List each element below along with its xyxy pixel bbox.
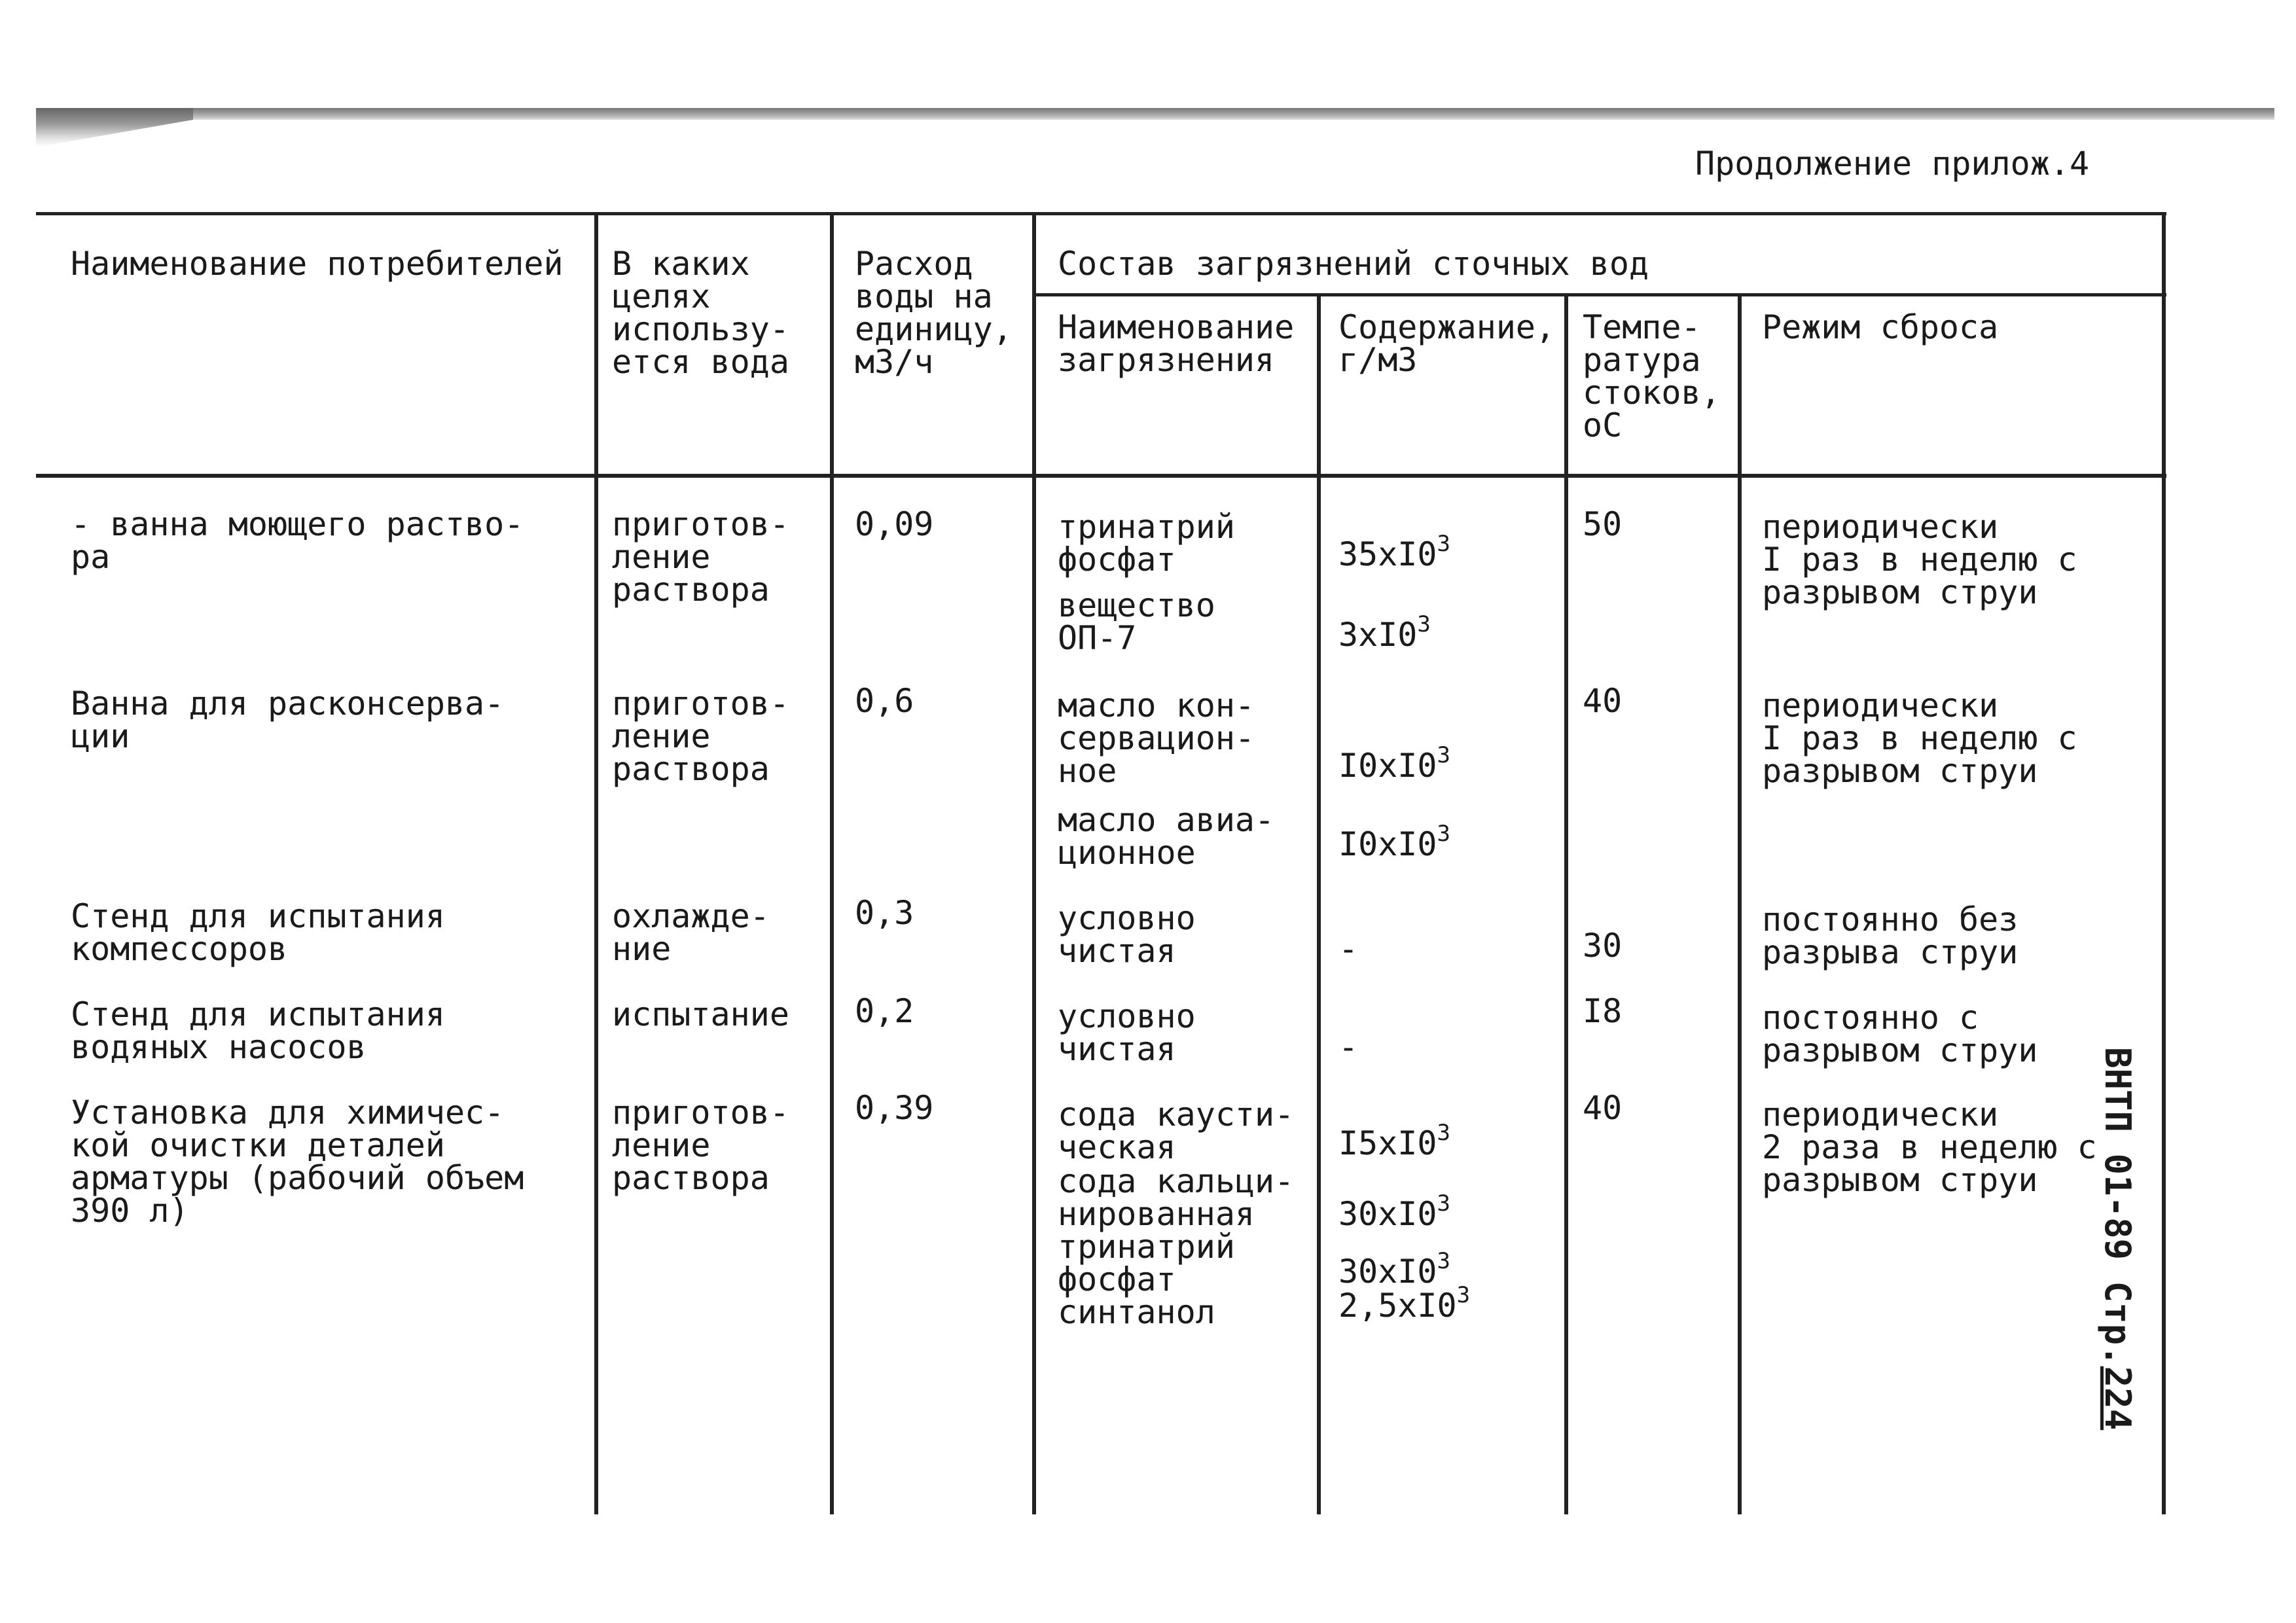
table-right-border bbox=[2162, 212, 2166, 1514]
content-exponent: 3 bbox=[1437, 1190, 1450, 1217]
table-cell-purpose: охлажде- ние bbox=[612, 897, 770, 968]
table-cell-pollutant: условно чистая bbox=[1058, 997, 1196, 1068]
table-cell-content bbox=[1338, 531, 1450, 573]
content-exponent: 3 bbox=[1417, 611, 1431, 637]
content-value: 2,5xI0 bbox=[1338, 1287, 1457, 1325]
content-value: I5xI0 bbox=[1338, 1124, 1437, 1162]
table-cell-pollutant: тринатрий фосфат bbox=[1058, 508, 1235, 579]
content-value: I0xI0 bbox=[1338, 747, 1437, 785]
continuation-note: Продолжение прилож.4 bbox=[1695, 145, 2090, 183]
header-discharge: Режим сброса bbox=[1762, 308, 1999, 346]
side-reference-page-label: Стр. bbox=[2097, 1281, 2138, 1366]
side-reference-page-number: 224 bbox=[2097, 1366, 2138, 1431]
table-cell-discharge: периодически I раз в неделю с разрывом струи bbox=[1762, 687, 2077, 790]
header-pollutant: Наименование загрязнения bbox=[1058, 308, 1295, 379]
table-cell-discharge: постоянно без разрыва струи bbox=[1762, 901, 2018, 971]
table-cell-temperature: I8 bbox=[1583, 992, 1623, 1030]
header-content: Содержание, г/м3 bbox=[1338, 308, 1556, 379]
table-cell-pollutant: сода каусти- ческая bbox=[1058, 1096, 1295, 1166]
table-cell-consumer: Ванна для расконсерва- ции bbox=[71, 685, 505, 755]
table-cell-pollutant: масло кон- сервацион- ное bbox=[1058, 687, 1255, 790]
header-flow: Расход воды на единицу, м3/ч bbox=[855, 245, 1013, 381]
table-cell-temperature: 40 bbox=[1583, 682, 1623, 720]
col-divider-5 bbox=[1564, 293, 1568, 1514]
col-divider-3 bbox=[1032, 212, 1036, 1514]
table-top-rule bbox=[36, 212, 2166, 215]
table-cell-discharge: постоянно с разрывом струи bbox=[1762, 999, 2038, 1069]
content-value: 30xI0 bbox=[1338, 1253, 1437, 1291]
table-cell-purpose: испытание bbox=[612, 995, 789, 1033]
content-exponent: 3 bbox=[1437, 742, 1450, 768]
table-cell-flow: 0,39 bbox=[855, 1089, 934, 1127]
table-cell-discharge: периодически 2 раза в неделю с разрывом струи bbox=[1762, 1096, 2097, 1199]
table-cell-flow: 0,6 bbox=[855, 682, 914, 720]
side-reference bbox=[2091, 1047, 2137, 1505]
table-cell-content bbox=[1338, 1120, 1450, 1162]
header-consumer: Наименование потребителей bbox=[71, 245, 564, 283]
table-cell-consumer: - ванна моющего раство- ра bbox=[71, 505, 524, 576]
table-cell-content: - bbox=[1338, 930, 1359, 968]
content-value: 3xI0 bbox=[1338, 616, 1418, 654]
table-cell-content: - bbox=[1338, 1028, 1359, 1066]
col-divider-1 bbox=[594, 212, 598, 1514]
content-exponent: 3 bbox=[1437, 1248, 1450, 1274]
table-cell-flow: 0,3 bbox=[855, 894, 914, 932]
content-exponent: 3 bbox=[1437, 1120, 1450, 1146]
side-reference-doc: ВНТП 01-89 bbox=[2097, 1047, 2138, 1260]
content-value: I0xI0 bbox=[1338, 825, 1437, 863]
table-cell-temperature: 40 bbox=[1583, 1089, 1623, 1127]
table-cell-discharge: периодически I раз в неделю с разрывом струи bbox=[1762, 508, 2077, 611]
table-cell-pollutant: сода кальци- нированная bbox=[1058, 1162, 1295, 1233]
content-exponent: 3 bbox=[1456, 1282, 1471, 1308]
table-cell-purpose: приготов- ление раствора bbox=[612, 505, 789, 609]
table-cell-temperature: 30 bbox=[1583, 927, 1623, 965]
content-exponent: 3 bbox=[1437, 821, 1450, 847]
col-divider-2 bbox=[830, 212, 834, 1514]
header-composition: Состав загрязнений сточных вод bbox=[1058, 245, 1649, 283]
content-value: 35xI0 bbox=[1338, 535, 1437, 573]
table-cell-content bbox=[1338, 611, 1431, 654]
header-bottom-rule bbox=[36, 474, 2166, 478]
table-cell-content bbox=[1338, 1248, 1450, 1291]
table-cell-flow: 0,09 bbox=[855, 505, 934, 543]
table-cell-content bbox=[1338, 1190, 1450, 1233]
table-cell-pollutant: синтанол bbox=[1058, 1293, 1215, 1331]
table-cell-consumer: Стенд для испытания компессоров bbox=[71, 897, 445, 968]
col-divider-4 bbox=[1317, 293, 1321, 1514]
table-cell-purpose: приготов- ление раствора bbox=[612, 685, 789, 788]
table-cell-consumer: Установка для химичес- кой очистки деталей арматуры (рабочий объем 390 л) bbox=[71, 1094, 524, 1230]
table-cell-content bbox=[1338, 742, 1450, 785]
content-exponent: 3 bbox=[1437, 531, 1450, 557]
table-cell-consumer: Стенд для испытания водяных насосов bbox=[71, 995, 445, 1066]
table-cell-purpose: приготов- ление раствора bbox=[612, 1094, 789, 1197]
table-cell-content bbox=[1338, 821, 1450, 863]
scan-top-edge bbox=[36, 108, 2274, 120]
table-cell-content bbox=[1338, 1282, 1471, 1325]
header-purpose: В каких целях использу- ется вода bbox=[612, 245, 789, 381]
table-cell-temperature: 50 bbox=[1583, 505, 1623, 543]
header-temperature: Темпе- ратура стоков, oC bbox=[1583, 308, 1721, 444]
col-divider-6 bbox=[1738, 293, 1742, 1514]
table-cell-pollutant: масло авиа- ционное bbox=[1058, 801, 1275, 872]
content-value: 30xI0 bbox=[1338, 1195, 1437, 1233]
table-cell-pollutant: тринатрий фосфат bbox=[1058, 1228, 1235, 1298]
subheader-rule bbox=[1034, 293, 2166, 296]
table-cell-pollutant: вещество ОП-7 bbox=[1058, 586, 1215, 657]
scan-corner-shadow bbox=[36, 108, 193, 147]
table-cell-flow: 0,2 bbox=[855, 992, 914, 1030]
table-cell-pollutant: условно чистая bbox=[1058, 899, 1196, 970]
